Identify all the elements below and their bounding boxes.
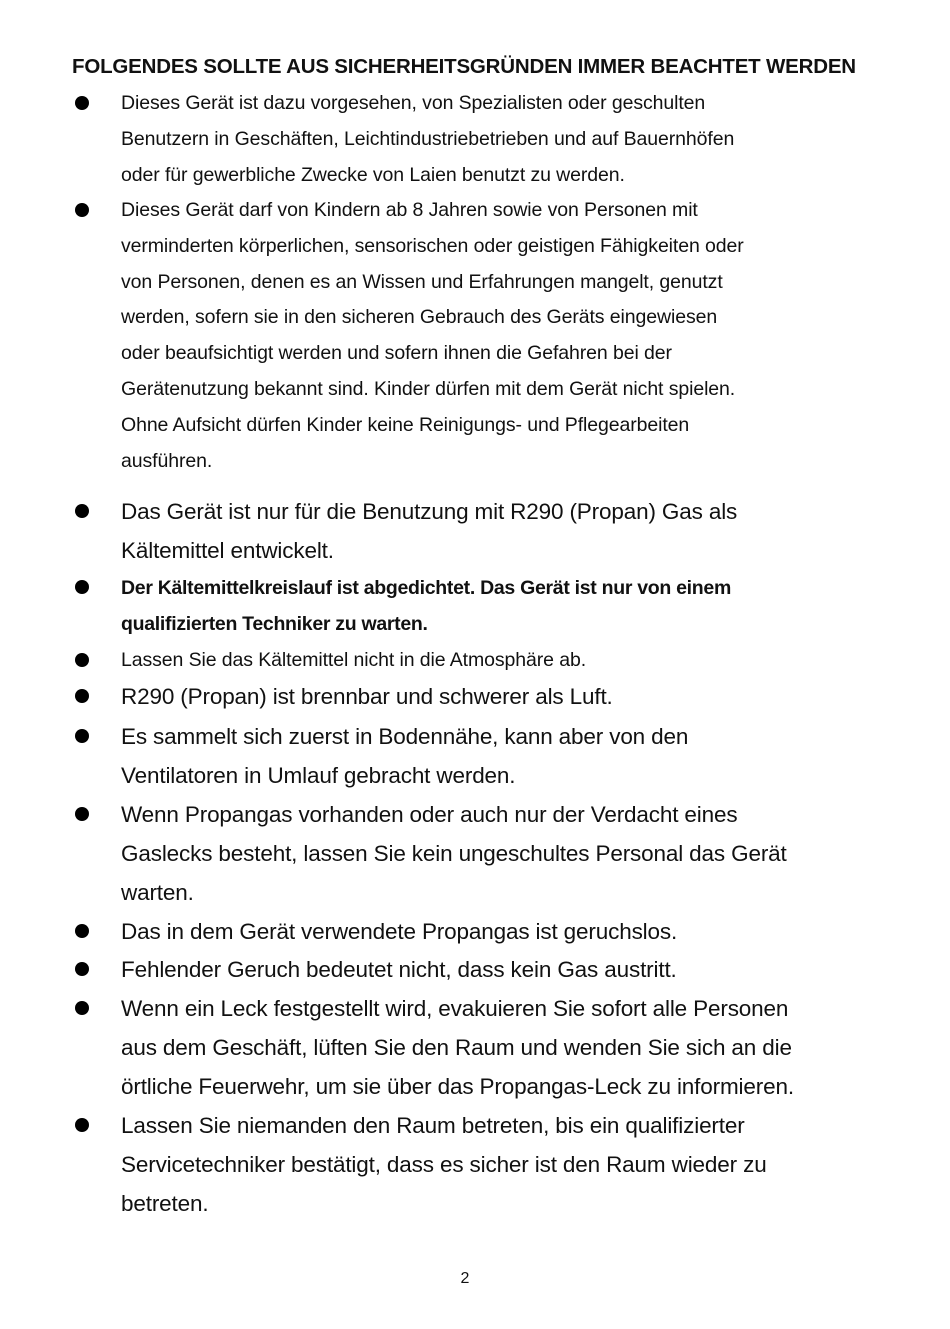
list-item-text: Es sammelt sich zuerst in Bodennähe, kann aber von den Ventilatoren in Umlauf gebracht werden. [121,724,689,788]
list-item-text: Das in dem Gerät verwendete Propangas ist geruchslos. [121,919,678,944]
bullet-icon [75,653,89,667]
bullet-icon [75,962,89,976]
bullet-icon [75,504,89,518]
list-item-text: Der Kältemittelkreislauf ist abgedichtet. Das Gerät ist nur von einem qualifizierten Techniker zu warten. [121,577,731,635]
list-item-text: Dieses Gerät ist dazu vorgesehen, von Spezialisten oder geschulten Benutzern in Geschäften, Leichtindustriebetrieben und auf Bauernhöfen oder für gewerbliche Zwecke von Laien benutzt zu werden. [121,92,735,186]
safety-heading: FOLGENDES SOLLTE AUS SICHERHEITSGRÜNDEN IMMER BEACHTET WERDEN [72,55,856,78]
list-item-text: Wenn Propangas vorhanden oder auch nur der Verdacht eines Gaslecks besteht, lassen Sie kein ungeschultes Personal das Gerät warten. [121,802,787,905]
bullet-icon [75,203,89,217]
list-item-text: R290 (Propan) ist brennbar und schwerer als Luft. [121,684,613,709]
list-item-text: Lassen Sie das Kältemittel nicht in die Atmosphäre ab. [121,649,587,671]
page-number: 2 [460,1270,470,1287]
bullet-icon [75,1118,89,1132]
list-item-text: Dieses Gerät darf von Kindern ab 8 Jahren sowie von Personen mit verminderten körperlichen, sensorischen oder geistigen Fähigkeiten oder von Personen, denen es an Wissen und Erfahrungen mangelt, genutzt werden, sofern sie in den sicheren Gebrauch des Geräts eingewiesen oder beaufsichtigt werden und sofern ihnen die Gefahren bei der Gerätenutzung bekannt sind. Kinder dürfen mit dem Gerät nicht spielen. Ohne Aufsicht dürfen Kinder keine Reinigungs- und Pflegearbeiten ausführen. [121,199,744,472]
bullet-icon [75,729,89,743]
list-item-text: Lassen Sie niemanden den Raum betreten, bis ein qualifizierter Servicetechniker bestätigt, dass es sicher ist den Raum wieder zu betreten. [121,1113,767,1216]
bullet-icon [75,924,89,938]
bullet-icon [75,807,89,821]
bullet-icon [75,689,89,703]
bullet-icon [75,1001,89,1015]
list-item-text: Das Gerät ist nur für die Benutzung mit R290 (Propan) Gas als Kältemittel entwickelt. [121,499,738,563]
bullet-icon [75,96,89,110]
list-item-text: Wenn ein Leck festgestellt wird, evakuieren Sie sofort alle Personen aus dem Geschäft, lüften Sie den Raum und wenden Sie sich an die örtliche Feuerwehr, um sie über das Propangas-Leck zu informieren. [121,996,794,1099]
list-item-text: Fehlender Geruch bedeutet nicht, dass kein Gas austritt. [121,957,677,982]
bullet-icon [75,580,89,594]
